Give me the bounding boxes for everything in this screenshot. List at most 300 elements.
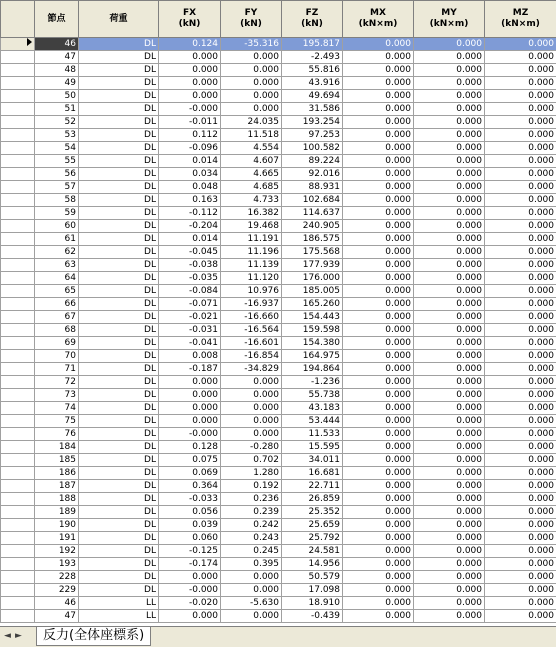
row-selector[interactable] <box>1 402 35 415</box>
cell-fz[interactable]: 55.816 <box>282 64 343 77</box>
cell-mz[interactable]: 0.000 <box>485 558 556 571</box>
table-row[interactable] <box>1 311 556 324</box>
cell-mz[interactable]: 0.000 <box>485 402 556 415</box>
cell-load[interactable]: DL <box>79 350 159 363</box>
cell-fx[interactable]: 0.048 <box>159 181 221 194</box>
cell-fx[interactable]: 0.008 <box>159 350 221 363</box>
cell-fz[interactable]: 26.859 <box>282 493 343 506</box>
cell-load[interactable]: DL <box>79 311 159 324</box>
cell-mx[interactable]: 0.000 <box>343 506 414 519</box>
cell-fz[interactable]: 17.098 <box>282 584 343 597</box>
cell-fz[interactable]: -1.236 <box>282 376 343 389</box>
cell-fy[interactable]: 4.685 <box>221 181 282 194</box>
row-selector[interactable] <box>1 311 35 324</box>
cell-mx[interactable]: 0.000 <box>343 402 414 415</box>
cell-node[interactable]: 192 <box>35 545 79 558</box>
cell-fy[interactable]: 11.518 <box>221 129 282 142</box>
cell-my[interactable]: 0.000 <box>414 389 485 402</box>
cell-fx[interactable]: -0.000 <box>159 428 221 441</box>
cell-fz[interactable]: 31.586 <box>282 103 343 116</box>
cell-my[interactable]: 0.000 <box>414 194 485 207</box>
row-selector[interactable] <box>1 454 35 467</box>
cell-mz[interactable]: 0.000 <box>485 90 556 103</box>
cell-fz[interactable]: 43.916 <box>282 77 343 90</box>
cell-fy[interactable]: -5.630 <box>221 597 282 610</box>
cell-fx[interactable]: -0.084 <box>159 285 221 298</box>
table-row[interactable] <box>1 90 556 103</box>
row-selector[interactable] <box>1 90 35 103</box>
cell-fy[interactable]: 0.702 <box>221 454 282 467</box>
cell-fz[interactable]: 193.254 <box>282 116 343 129</box>
cell-fy[interactable]: 16.382 <box>221 207 282 220</box>
table-row[interactable] <box>1 207 556 220</box>
cell-fy[interactable]: -35.316 <box>221 38 282 51</box>
cell-mz[interactable]: 0.000 <box>485 51 556 64</box>
cell-mz[interactable]: 0.000 <box>485 454 556 467</box>
cell-node[interactable]: 63 <box>35 259 79 272</box>
cell-mz[interactable]: 0.000 <box>485 428 556 441</box>
table-row[interactable] <box>1 77 556 90</box>
cell-load[interactable]: DL <box>79 142 159 155</box>
cell-load[interactable]: DL <box>79 194 159 207</box>
cell-node[interactable]: 64 <box>35 272 79 285</box>
cell-load[interactable]: DL <box>79 454 159 467</box>
cell-mx[interactable]: 0.000 <box>343 428 414 441</box>
row-selector[interactable] <box>1 194 35 207</box>
cell-fx[interactable]: -0.000 <box>159 584 221 597</box>
cell-fy[interactable]: 24.035 <box>221 116 282 129</box>
table-row[interactable] <box>1 194 556 207</box>
cell-load[interactable]: DL <box>79 545 159 558</box>
cell-mx[interactable]: 0.000 <box>343 350 414 363</box>
cell-my[interactable]: 0.000 <box>414 155 485 168</box>
cell-fz[interactable]: -0.439 <box>282 610 343 623</box>
cell-load[interactable]: DL <box>79 168 159 181</box>
cell-mx[interactable]: 0.000 <box>343 415 414 428</box>
cell-load[interactable]: LL <box>79 597 159 610</box>
cell-load[interactable]: DL <box>79 493 159 506</box>
cell-fz[interactable]: 11.533 <box>282 428 343 441</box>
cell-my[interactable]: 0.000 <box>414 454 485 467</box>
table-row[interactable] <box>1 532 556 545</box>
cell-fy[interactable]: 10.976 <box>221 285 282 298</box>
cell-mx[interactable]: 0.000 <box>343 584 414 597</box>
cell-my[interactable]: 0.000 <box>414 103 485 116</box>
cell-my[interactable]: 0.000 <box>414 168 485 181</box>
table-row[interactable] <box>1 116 556 129</box>
cell-load[interactable]: DL <box>79 259 159 272</box>
cell-fy[interactable]: -0.280 <box>221 441 282 454</box>
cell-mx[interactable]: 0.000 <box>343 129 414 142</box>
table-row[interactable] <box>1 584 556 597</box>
cell-fz[interactable]: 159.598 <box>282 324 343 337</box>
row-selector[interactable] <box>1 519 35 532</box>
cell-fz[interactable]: 43.183 <box>282 402 343 415</box>
cell-mz[interactable]: 0.000 <box>485 298 556 311</box>
cell-load[interactable]: DL <box>79 77 159 90</box>
column-header-fx[interactable]: FX (kN) <box>159 1 221 38</box>
table-row[interactable] <box>1 168 556 181</box>
cell-my[interactable]: 0.000 <box>414 571 485 584</box>
cell-node[interactable]: 228 <box>35 571 79 584</box>
cell-mx[interactable]: 0.000 <box>343 246 414 259</box>
cell-mx[interactable]: 0.000 <box>343 259 414 272</box>
cell-fz[interactable]: 154.443 <box>282 311 343 324</box>
cell-mx[interactable]: 0.000 <box>343 441 414 454</box>
cell-fx[interactable]: 0.124 <box>159 38 221 51</box>
cell-fz[interactable]: 175.568 <box>282 246 343 259</box>
cell-my[interactable]: 0.000 <box>414 519 485 532</box>
cell-my[interactable]: 0.000 <box>414 324 485 337</box>
cell-fz[interactable]: 186.575 <box>282 233 343 246</box>
cell-load[interactable]: DL <box>79 220 159 233</box>
cell-fz[interactable]: 25.659 <box>282 519 343 532</box>
row-selector[interactable] <box>1 233 35 246</box>
cell-my[interactable]: 0.000 <box>414 77 485 90</box>
cell-fz[interactable]: 50.579 <box>282 571 343 584</box>
cell-fx[interactable]: -0.041 <box>159 337 221 350</box>
cell-mz[interactable]: 0.000 <box>485 220 556 233</box>
cell-mx[interactable]: 0.000 <box>343 389 414 402</box>
tab-prev-icon[interactable]: ◄ <box>3 630 12 643</box>
cell-fy[interactable]: 0.239 <box>221 506 282 519</box>
cell-fy[interactable]: 4.733 <box>221 194 282 207</box>
row-selector-header[interactable] <box>1 1 35 38</box>
cell-fz[interactable]: 164.975 <box>282 350 343 363</box>
table-row[interactable] <box>1 38 556 51</box>
row-selector[interactable] <box>1 220 35 233</box>
cell-load[interactable]: DL <box>79 272 159 285</box>
row-selector[interactable] <box>1 467 35 480</box>
cell-fx[interactable]: 0.000 <box>159 610 221 623</box>
cell-node[interactable]: 185 <box>35 454 79 467</box>
cell-fz[interactable]: 25.792 <box>282 532 343 545</box>
cell-mx[interactable]: 0.000 <box>343 168 414 181</box>
row-selector[interactable] <box>1 51 35 64</box>
row-selector[interactable] <box>1 337 35 350</box>
cell-node[interactable]: 74 <box>35 402 79 415</box>
cell-load[interactable]: DL <box>79 363 159 376</box>
cell-mx[interactable]: 0.000 <box>343 272 414 285</box>
table-row[interactable] <box>1 64 556 77</box>
cell-fy[interactable]: 0.245 <box>221 545 282 558</box>
table-row[interactable] <box>1 519 556 532</box>
cell-mx[interactable]: 0.000 <box>343 376 414 389</box>
table-row[interactable] <box>1 259 556 272</box>
cell-fx[interactable]: -0.125 <box>159 545 221 558</box>
cell-my[interactable]: 0.000 <box>414 584 485 597</box>
cell-mz[interactable]: 0.000 <box>485 116 556 129</box>
cell-mx[interactable]: 0.000 <box>343 363 414 376</box>
row-selector[interactable] <box>1 428 35 441</box>
row-selector[interactable] <box>1 376 35 389</box>
cell-node[interactable]: 61 <box>35 233 79 246</box>
cell-mz[interactable]: 0.000 <box>485 441 556 454</box>
cell-load[interactable]: DL <box>79 181 159 194</box>
cell-fy[interactable]: 0.000 <box>221 64 282 77</box>
table-row[interactable] <box>1 454 556 467</box>
cell-my[interactable]: 0.000 <box>414 90 485 103</box>
cell-my[interactable]: 0.000 <box>414 337 485 350</box>
cell-node[interactable]: 71 <box>35 363 79 376</box>
cell-fy[interactable]: 0.000 <box>221 610 282 623</box>
row-selector[interactable] <box>1 324 35 337</box>
cell-fx[interactable]: 0.034 <box>159 168 221 181</box>
cell-mz[interactable]: 0.000 <box>485 324 556 337</box>
cell-my[interactable]: 0.000 <box>414 532 485 545</box>
cell-mz[interactable]: 0.000 <box>485 597 556 610</box>
cell-node[interactable]: 189 <box>35 506 79 519</box>
cell-my[interactable]: 0.000 <box>414 116 485 129</box>
cell-fz[interactable]: 177.939 <box>282 259 343 272</box>
table-row[interactable] <box>1 415 556 428</box>
cell-fz[interactable]: 24.581 <box>282 545 343 558</box>
table-row[interactable] <box>1 545 556 558</box>
cell-mx[interactable]: 0.000 <box>343 298 414 311</box>
cell-fy[interactable]: 0.192 <box>221 480 282 493</box>
cell-fx[interactable]: 0.000 <box>159 77 221 90</box>
cell-node[interactable]: 55 <box>35 155 79 168</box>
cell-my[interactable]: 0.000 <box>414 51 485 64</box>
cell-mx[interactable]: 0.000 <box>343 103 414 116</box>
cell-load[interactable]: DL <box>79 519 159 532</box>
cell-mx[interactable]: 0.000 <box>343 38 414 51</box>
table-row[interactable] <box>1 103 556 116</box>
cell-fz[interactable]: 240.905 <box>282 220 343 233</box>
cell-node[interactable]: 73 <box>35 389 79 402</box>
cell-fz[interactable]: 34.011 <box>282 454 343 467</box>
cell-node[interactable]: 47 <box>35 51 79 64</box>
row-selector[interactable] <box>1 155 35 168</box>
cell-fz[interactable]: 176.000 <box>282 272 343 285</box>
table-row[interactable] <box>1 428 556 441</box>
cell-my[interactable]: 0.000 <box>414 311 485 324</box>
cell-load[interactable]: DL <box>79 285 159 298</box>
row-selector[interactable] <box>1 558 35 571</box>
row-selector[interactable] <box>1 298 35 311</box>
cell-node[interactable]: 58 <box>35 194 79 207</box>
table-row[interactable] <box>1 51 556 64</box>
cell-load[interactable]: DL <box>79 376 159 389</box>
cell-fz[interactable]: 55.738 <box>282 389 343 402</box>
cell-fx[interactable]: 0.075 <box>159 454 221 467</box>
cell-fy[interactable]: 0.000 <box>221 389 282 402</box>
cell-my[interactable]: 0.000 <box>414 493 485 506</box>
cell-fx[interactable]: 0.000 <box>159 64 221 77</box>
table-row[interactable] <box>1 285 556 298</box>
row-selector[interactable] <box>1 168 35 181</box>
row-selector[interactable] <box>1 272 35 285</box>
column-header-load[interactable]: 荷重 <box>79 1 159 38</box>
cell-fx[interactable]: -0.038 <box>159 259 221 272</box>
cell-my[interactable]: 0.000 <box>414 441 485 454</box>
cell-fz[interactable]: 100.582 <box>282 142 343 155</box>
cell-load[interactable]: DL <box>79 415 159 428</box>
cell-fy[interactable]: 0.243 <box>221 532 282 545</box>
cell-mz[interactable]: 0.000 <box>485 194 556 207</box>
table-row[interactable] <box>1 142 556 155</box>
cell-fz[interactable]: 25.352 <box>282 506 343 519</box>
cell-node[interactable]: 193 <box>35 558 79 571</box>
cell-node[interactable]: 184 <box>35 441 79 454</box>
cell-fz[interactable]: 185.005 <box>282 285 343 298</box>
cell-mz[interactable]: 0.000 <box>485 350 556 363</box>
cell-node[interactable]: 46 <box>35 597 79 610</box>
cell-my[interactable]: 0.000 <box>414 558 485 571</box>
column-header-node[interactable]: 節点 <box>35 1 79 38</box>
cell-load[interactable]: DL <box>79 246 159 259</box>
cell-mx[interactable]: 0.000 <box>343 311 414 324</box>
cell-mz[interactable]: 0.000 <box>485 610 556 623</box>
cell-fy[interactable]: 11.191 <box>221 233 282 246</box>
cell-fx[interactable]: -0.174 <box>159 558 221 571</box>
cell-mx[interactable]: 0.000 <box>343 155 414 168</box>
cell-mx[interactable]: 0.000 <box>343 220 414 233</box>
cell-fy[interactable]: -16.660 <box>221 311 282 324</box>
table-row[interactable] <box>1 493 556 506</box>
cell-fx[interactable]: 0.000 <box>159 415 221 428</box>
cell-fz[interactable]: 92.016 <box>282 168 343 181</box>
row-selector[interactable] <box>1 571 35 584</box>
cell-fx[interactable]: 0.112 <box>159 129 221 142</box>
cell-node[interactable]: 57 <box>35 181 79 194</box>
cell-fz[interactable]: 102.684 <box>282 194 343 207</box>
cell-fz[interactable]: 53.444 <box>282 415 343 428</box>
row-selector[interactable] <box>1 597 35 610</box>
cell-fz[interactable]: 154.380 <box>282 337 343 350</box>
cell-mx[interactable]: 0.000 <box>343 558 414 571</box>
cell-my[interactable]: 0.000 <box>414 610 485 623</box>
cell-node[interactable]: 48 <box>35 64 79 77</box>
cell-load[interactable]: LL <box>79 610 159 623</box>
cell-fx[interactable]: 0.000 <box>159 402 221 415</box>
cell-mx[interactable]: 0.000 <box>343 480 414 493</box>
cell-load[interactable]: DL <box>79 441 159 454</box>
row-selector[interactable] <box>1 610 35 623</box>
cell-fy[interactable]: 0.000 <box>221 571 282 584</box>
cell-fx[interactable]: 0.014 <box>159 233 221 246</box>
cell-fx[interactable]: -0.071 <box>159 298 221 311</box>
cell-fx[interactable]: -0.031 <box>159 324 221 337</box>
cell-my[interactable]: 0.000 <box>414 363 485 376</box>
cell-fz[interactable]: 16.681 <box>282 467 343 480</box>
cell-fy[interactable]: 0.395 <box>221 558 282 571</box>
cell-mz[interactable]: 0.000 <box>485 129 556 142</box>
column-header-my[interactable]: MY (kN×m) <box>414 1 485 38</box>
cell-fy[interactable]: 0.236 <box>221 493 282 506</box>
cell-fy[interactable]: 0.000 <box>221 90 282 103</box>
cell-node[interactable]: 49 <box>35 77 79 90</box>
cell-mx[interactable]: 0.000 <box>343 454 414 467</box>
cell-fy[interactable]: 4.607 <box>221 155 282 168</box>
cell-node[interactable]: 229 <box>35 584 79 597</box>
cell-fz[interactable]: 49.694 <box>282 90 343 103</box>
cell-fx[interactable]: -0.020 <box>159 597 221 610</box>
row-selector[interactable] <box>1 532 35 545</box>
table-row[interactable] <box>1 181 556 194</box>
cell-node[interactable]: 67 <box>35 311 79 324</box>
cell-fy[interactable]: 0.242 <box>221 519 282 532</box>
column-header-mz[interactable]: MZ (kN×m) <box>485 1 556 38</box>
cell-mz[interactable]: 0.000 <box>485 532 556 545</box>
cell-fx[interactable]: 0.069 <box>159 467 221 480</box>
row-selector[interactable] <box>1 38 35 51</box>
cell-fz[interactable]: 18.910 <box>282 597 343 610</box>
row-selector[interactable] <box>1 181 35 194</box>
cell-fy[interactable]: -16.937 <box>221 298 282 311</box>
cell-mx[interactable]: 0.000 <box>343 519 414 532</box>
cell-mz[interactable]: 0.000 <box>485 311 556 324</box>
cell-fy[interactable]: 0.000 <box>221 402 282 415</box>
row-selector[interactable] <box>1 363 35 376</box>
cell-my[interactable]: 0.000 <box>414 298 485 311</box>
cell-node[interactable]: 62 <box>35 246 79 259</box>
cell-my[interactable]: 0.000 <box>414 233 485 246</box>
tab-next-icon[interactable]: ► <box>14 630 23 643</box>
row-selector[interactable] <box>1 415 35 428</box>
cell-load[interactable]: DL <box>79 298 159 311</box>
cell-mz[interactable]: 0.000 <box>485 545 556 558</box>
cell-fy[interactable]: 0.000 <box>221 77 282 90</box>
cell-fx[interactable]: 0.014 <box>159 155 221 168</box>
cell-load[interactable]: DL <box>79 324 159 337</box>
cell-my[interactable]: 0.000 <box>414 181 485 194</box>
cell-my[interactable]: 0.000 <box>414 545 485 558</box>
cell-node[interactable]: 56 <box>35 168 79 181</box>
cell-node[interactable]: 72 <box>35 376 79 389</box>
cell-node[interactable]: 50 <box>35 90 79 103</box>
cell-mz[interactable]: 0.000 <box>485 142 556 155</box>
cell-load[interactable]: DL <box>79 64 159 77</box>
row-selector[interactable] <box>1 103 35 116</box>
cell-my[interactable]: 0.000 <box>414 220 485 233</box>
row-selector[interactable] <box>1 246 35 259</box>
cell-mx[interactable]: 0.000 <box>343 571 414 584</box>
cell-node[interactable]: 186 <box>35 467 79 480</box>
cell-fx[interactable]: -0.187 <box>159 363 221 376</box>
cell-mz[interactable]: 0.000 <box>485 64 556 77</box>
cell-node[interactable]: 51 <box>35 103 79 116</box>
cell-mz[interactable]: 0.000 <box>485 272 556 285</box>
cell-mz[interactable]: 0.000 <box>485 337 556 350</box>
cell-mx[interactable]: 0.000 <box>343 337 414 350</box>
cell-my[interactable]: 0.000 <box>414 350 485 363</box>
cell-fy[interactable]: 0.000 <box>221 51 282 64</box>
cell-fz[interactable]: 97.253 <box>282 129 343 142</box>
cell-fx[interactable]: 0.000 <box>159 90 221 103</box>
cell-fy[interactable]: -16.601 <box>221 337 282 350</box>
table-row[interactable] <box>1 558 556 571</box>
cell-mz[interactable]: 0.000 <box>485 571 556 584</box>
cell-my[interactable]: 0.000 <box>414 415 485 428</box>
sheet-tab-reactions[interactable]: 反力(全体座標系) <box>36 627 151 646</box>
table-row[interactable] <box>1 467 556 480</box>
cell-fz[interactable]: -2.493 <box>282 51 343 64</box>
cell-my[interactable]: 0.000 <box>414 129 485 142</box>
cell-fx[interactable]: -0.033 <box>159 493 221 506</box>
cell-fx[interactable]: 0.163 <box>159 194 221 207</box>
cell-fx[interactable]: 0.364 <box>159 480 221 493</box>
cell-load[interactable]: DL <box>79 558 159 571</box>
cell-fx[interactable]: -0.204 <box>159 220 221 233</box>
row-selector[interactable] <box>1 545 35 558</box>
row-selector[interactable] <box>1 389 35 402</box>
cell-my[interactable]: 0.000 <box>414 272 485 285</box>
cell-my[interactable]: 0.000 <box>414 38 485 51</box>
table-row[interactable] <box>1 506 556 519</box>
row-selector[interactable] <box>1 506 35 519</box>
cell-mx[interactable]: 0.000 <box>343 142 414 155</box>
